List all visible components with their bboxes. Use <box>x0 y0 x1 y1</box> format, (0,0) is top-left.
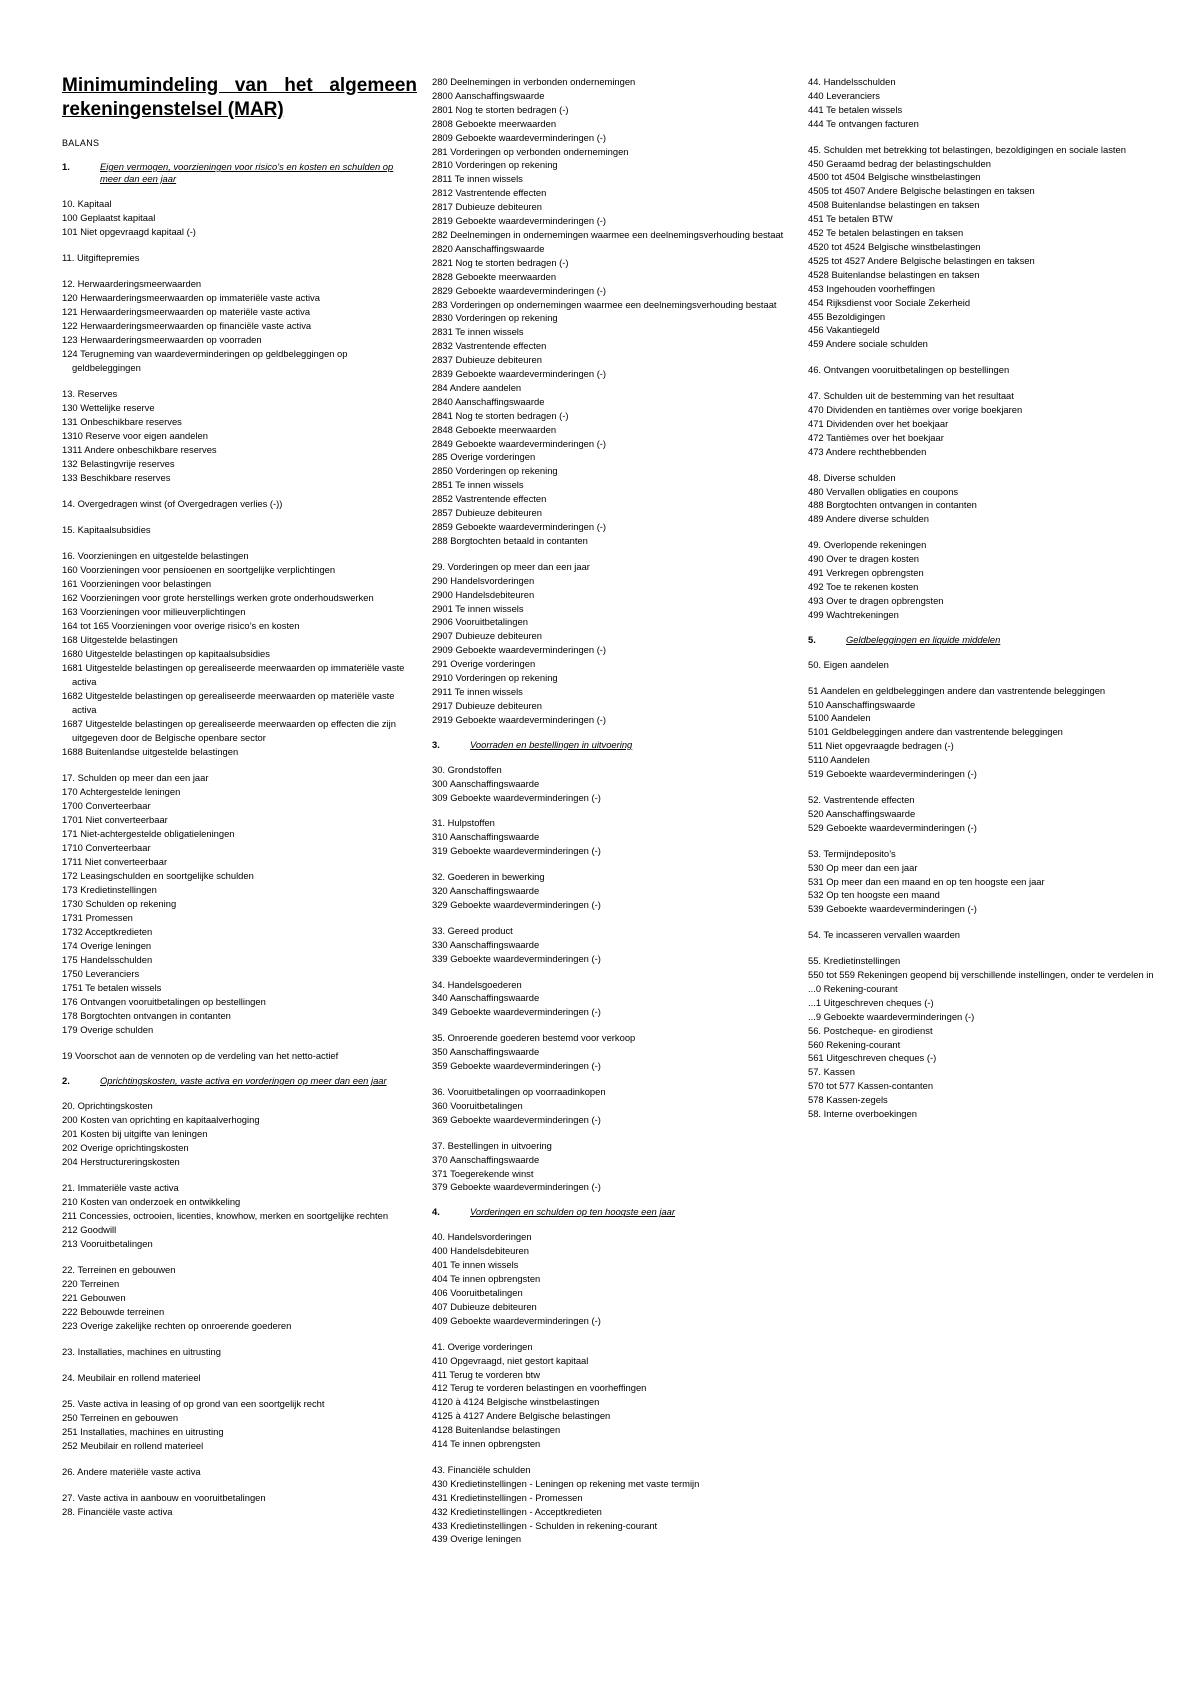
account-line: 173 Kredietinstellingen <box>62 884 157 895</box>
account-line: 404 Te innen opbrengsten <box>432 1273 541 1285</box>
account-line: 57. Kassen <box>808 1066 855 1078</box>
account-line: 222 Bebouwde terreinen <box>62 1306 165 1317</box>
account-group-heading: 22. Terreinen en gebouwen <box>62 1264 176 1275</box>
account-group-heading: 10. Kapitaal <box>62 198 112 209</box>
account-line: 163 Voorzieningen voor milieuverplichtingen <box>62 606 246 617</box>
account-group-heading: 23. Installaties, machines en uitrusting <box>62 1346 221 1357</box>
account-line: 578 Kassen-zegels <box>808 1094 888 1106</box>
account-group-heading: 21. Immateriële vaste activa <box>62 1182 179 1193</box>
account-group-heading: 20. Oprichtingskosten <box>62 1100 153 1111</box>
account-line: 330 Aanschaffingswaarde <box>432 938 540 950</box>
account-line: 164 tot 165 Voorzieningen voor overige risico’s en kosten <box>62 620 300 631</box>
account-line: 490 Over te dragen kosten <box>808 553 920 565</box>
section-number: 1. <box>62 161 70 172</box>
account-group <box>432 1230 812 1327</box>
account-line: 2850 Vorderingen op rekening <box>432 465 558 477</box>
account-line: 170 Achtergestelde leningen <box>62 786 181 797</box>
account-group <box>432 1463 812 1546</box>
account-line: 171 Niet-achtergestelde obligatieleningen <box>62 828 235 839</box>
account-group-heading: 31. Hulpstoffen <box>432 817 495 829</box>
column-1 <box>62 74 417 1531</box>
account-line: 444 Te ontvangen facturen <box>808 117 919 129</box>
account-line: 561 Uitgeschreven cheques (-) <box>808 1052 937 1064</box>
account-group-heading: 37. Bestellingen in uitvoering <box>432 1139 552 1151</box>
account-line: ...9 Geboekte waardeverminderingen (-) <box>808 1010 975 1022</box>
account-line: 2841 Nog te storten bedragen (-) <box>432 409 569 421</box>
account-line: 5110 Aandelen <box>808 754 870 766</box>
account-line: 2831 Te innen wissels <box>432 326 524 338</box>
account-line: 450 Geraamd bedrag der belastingschulden <box>808 157 991 169</box>
account-line: 430 Kredietinstellingen - Leningen op rekening met vaste termijn <box>432 1477 700 1489</box>
account-line: 4128 Buitenlandse belastingen <box>432 1424 561 1436</box>
account-group-heading: 34. Handelsgoederen <box>432 978 522 990</box>
account-group <box>808 658 1193 672</box>
account-line: 309 Geboekte waardeverminderingen (-) <box>432 791 601 803</box>
account-line: 411 Terug te vorderen btw <box>432 1368 541 1380</box>
account-line: 2911 Te innen wissels <box>432 685 523 697</box>
account-group <box>62 1465 417 1479</box>
account-group-heading: 48. Diverse schulden <box>808 471 896 483</box>
account-line: 499 Wachtrekeningen <box>808 608 899 620</box>
page-title: Minimumindeling van het algemeen rekeningenstelsel (MAR) <box>62 75 417 120</box>
account-line: 2900 Handelsdebiteuren <box>432 588 535 600</box>
account-line: 510 Aanschaffingswaarde <box>808 698 916 710</box>
account-group <box>62 771 417 1037</box>
account-line: 454 Rijksdienst voor Sociale Zekerheid <box>808 296 971 308</box>
account-line: 120 Herwaarderingsmeerwaarden op immateriële vaste activa <box>62 292 320 303</box>
account-line: 1680 Uitgestelde belastingen op kapitaalsubsidies <box>62 648 270 659</box>
account-line: 414 Te innen opbrengsten <box>432 1438 541 1450</box>
account-line: ...0 Rekening-courant <box>808 982 898 994</box>
account-line: 570 tot 577 Kassen-contanten <box>808 1080 934 1092</box>
account-line: 252 Meubilair en rollend materieel <box>62 1440 204 1451</box>
account-group-heading: 55. Kredietinstellingen <box>808 955 901 967</box>
account-line: 28. Financiële vaste activa <box>62 1506 173 1517</box>
account-line: 288 Borgtochten betaald in contanten <box>432 534 588 546</box>
account-group <box>62 1181 417 1251</box>
account-group <box>432 816 812 858</box>
account-line: 124 Terugneming van waardeverminderingen op geldbeleggingen op geldbeleggingen <box>62 348 348 373</box>
account-group <box>62 1397 417 1453</box>
account-line: 2800 Aanschaffingswaarde <box>432 89 545 101</box>
account-line: 452 Te betalen belastingen en taksen <box>808 227 964 239</box>
account-line: 4120 à 4124 Belgische winstbelastingen <box>432 1396 600 1408</box>
account-line: 131 Onbeschikbare reserves <box>62 416 182 427</box>
account-line: 2809 Geboekte waardeverminderingen (-) <box>432 131 607 143</box>
account-line: 283 Vorderingen op ondernemingen waarmee een deelnemingsverhouding bestaat <box>432 298 777 310</box>
account-line: 2808 Geboekte meerwaarden <box>432 117 557 129</box>
account-line: 409 Geboekte waardeverminderingen (-) <box>432 1314 601 1326</box>
account-line: 2832 Vastrentende effecten <box>432 340 547 352</box>
account-group-heading: 17. Schulden op meer dan een jaar <box>62 772 209 783</box>
account-group-heading: 45. Schulden met betrekking tot belastingen, bezoldigingen en sociale lasten <box>808 143 1126 155</box>
account-group <box>432 870 812 912</box>
account-group <box>62 1049 417 1063</box>
account-line: 1311 Andere onbeschikbare reserves <box>62 444 217 455</box>
account-line: 56. Postcheque- en girodienst <box>808 1024 933 1036</box>
account-line: 172 Leasingschulden en soortgelijke schulden <box>62 870 254 881</box>
account-line: 2829 Geboekte waardeverminderingen (-) <box>432 284 607 296</box>
account-line: 491 Verkregen opbrengsten <box>808 567 924 579</box>
account-group-heading: 46. Ontvangen vooruitbetalingen op bestellingen <box>808 364 1010 376</box>
account-line: 550 tot 559 Rekeningen geopend bij verschillende instellingen, onder te verdelen in <box>808 969 1154 981</box>
account-group <box>432 75 812 548</box>
account-group <box>62 1099 417 1169</box>
account-group <box>432 763 812 805</box>
section-heading <box>62 161 417 185</box>
account-line: 251 Installaties, machines en uitrusting <box>62 1426 224 1437</box>
account-line: 1732 Acceptkredieten <box>62 926 153 937</box>
account-group-heading: 19 Voorschot aan de vennoten op de verdeling van het netto-actief <box>62 1050 339 1061</box>
account-line: 529 Geboekte waardeverminderingen (-) <box>808 821 977 833</box>
account-group <box>62 387 417 485</box>
account-line: 2812 Vastrentende effecten <box>432 187 547 199</box>
account-line: 410 Opgevraagd, niet gestort kapitaal <box>432 1354 589 1366</box>
account-line: 1710 Converteerbaar <box>62 842 151 853</box>
account-group <box>62 277 417 375</box>
account-line: 2859 Geboekte waardeverminderingen (-) <box>432 521 607 532</box>
account-line: 2839 Geboekte waardeverminderingen (-) <box>432 368 607 380</box>
account-group <box>808 389 1193 459</box>
account-group <box>432 560 812 727</box>
account-line: 2830 Vorderingen op rekening <box>432 312 558 324</box>
account-line: 1310 Reserve voor eigen aandelen <box>62 430 208 441</box>
account-group-heading: 15. Kapitaalsubsidies <box>62 524 151 535</box>
account-group-heading: 12. Herwaarderingsmeerwaarden <box>62 278 202 289</box>
account-group <box>62 497 417 511</box>
account-group <box>432 1085 812 1127</box>
account-line: 379 Geboekte waardeverminderingen (-) <box>432 1181 601 1193</box>
account-line: 480 Vervallen obligaties en coupons <box>808 485 959 497</box>
account-line: 433 Kredietinstellingen - Schulden in rekening-courant <box>432 1519 658 1531</box>
account-group-heading: 52. Vastrentende effecten <box>808 793 915 805</box>
account-line: 204 Herstructureringskosten <box>62 1156 180 1167</box>
account-group-heading: 47. Schulden uit de bestemming van het resultaat <box>808 390 1014 402</box>
account-group-heading: 27. Vaste activa in aanbouw en vooruitbetalingen <box>62 1492 266 1503</box>
section-label-balans: BALANS <box>62 138 100 148</box>
account-line: 319 Geboekte waardeverminderingen (-) <box>432 845 601 857</box>
account-line: ...1 Uitgeschreven cheques (-) <box>808 996 934 1008</box>
account-group-heading: 29. Vorderingen op meer dan een jaar <box>432 560 590 572</box>
account-group <box>62 251 417 265</box>
account-line: 168 Uitgestelde belastingen <box>62 634 178 645</box>
account-line: 439 Overige leningen <box>432 1533 522 1545</box>
account-group-heading: 44. Handelsschulden <box>808 76 896 87</box>
account-group-heading: 26. Andere materiële vaste activa <box>62 1466 201 1477</box>
account-line: 4505 tot 4507 Andere Belgische belastingen en taksen <box>808 185 1035 197</box>
account-line: 122 Herwaarderingsmeerwaarden op financiële vaste activa <box>62 320 312 331</box>
account-line: 201 Kosten bij uitgifte van leningen <box>62 1128 208 1139</box>
account-group-heading: 16. Voorzieningen en uitgestelde belastingen <box>62 550 249 561</box>
section-heading <box>62 1075 417 1087</box>
account-line: 370 Aanschaffingswaarde <box>432 1153 540 1165</box>
account-group <box>808 538 1193 621</box>
account-group-heading: 50. Eigen aandelen <box>808 658 889 670</box>
account-line: 360 Vooruitbetalingen <box>432 1099 523 1111</box>
account-line: 1681 Uitgestelde belastingen op gerealiseerde meerwaarden op immateriële vaste activa <box>62 662 405 687</box>
account-line: 1687 Uitgestelde belastingen op gerealiseerde meerwaarden op effecten die zijn uitgegeven door de Belgische openbare sector <box>62 718 396 743</box>
account-group-heading: 33. Gereed product <box>432 924 513 936</box>
account-line: 455 Bezoldigingen <box>808 310 886 322</box>
account-line: 174 Overige leningen <box>62 940 152 951</box>
account-line: 2801 Nog te storten bedragen (-) <box>432 103 569 115</box>
account-line: 4520 tot 4524 Belgische winstbelastingen <box>808 240 981 252</box>
account-line: 531 Op meer dan een maand en op ten hoogste een jaar <box>808 875 1045 887</box>
section-title: Geldbeleggingen en liquide middelen <box>846 633 1001 645</box>
account-group <box>808 793 1193 835</box>
account-group-heading: 53. Termijndeposito’s <box>808 847 896 859</box>
account-group <box>62 549 417 759</box>
column-2 <box>432 75 812 1558</box>
account-group <box>62 1345 417 1359</box>
account-line: 223 Overige zakelijke rechten op onroerende goederen <box>62 1320 292 1331</box>
account-line: 473 Andere rechthebbenden <box>808 445 927 457</box>
account-group <box>432 1139 812 1195</box>
account-group-heading: 11. Uitgiftepremies <box>62 252 140 263</box>
account-line: 412 Terug te vorderen belastingen en voorheffingen <box>432 1382 647 1394</box>
account-line: 340 Aanschaffingswaarde <box>432 992 540 1004</box>
account-line: 2811 Te innen wissels <box>432 173 523 185</box>
account-group <box>808 143 1193 352</box>
account-line: 2837 Dubieuze debiteuren <box>432 354 542 366</box>
account-line: 350 Aanschaffingswaarde <box>432 1046 540 1058</box>
account-line: 2857 Dubieuze debiteuren <box>432 507 542 519</box>
account-group-heading: 25. Vaste activa in leasing of op grond van een soortgelijk recht <box>62 1398 325 1409</box>
account-group-heading: 24. Meubilair en rollend materieel <box>62 1372 201 1383</box>
account-line: 406 Vooruitbetalingen <box>432 1286 523 1298</box>
account-group <box>808 954 1193 1121</box>
account-group-heading: 35. Onroerende goederen bestemd voor verkoop <box>432 1032 636 1044</box>
section-number: 4. <box>432 1206 440 1218</box>
account-group <box>432 1340 812 1451</box>
account-line: 1688 Buitenlandse uitgestelde belastingen <box>62 746 239 757</box>
account-line: 282 Deelnemingen in ondernemingen waarmee een deelnemingsverhouding bestaat <box>432 228 784 240</box>
account-line: 4525 tot 4527 Andere Belgische belastingen en taksen <box>808 254 1035 266</box>
account-line: 281 Vorderingen op verbonden ondernemingen <box>432 145 629 157</box>
account-line: 200 Kosten van oprichting en kapitaalverhoging <box>62 1114 260 1125</box>
account-line: 459 Andere sociale schulden <box>808 338 928 350</box>
account-group-heading: 36. Vooruitbetalingen op voorraadinkopen <box>432 1086 606 1097</box>
account-line: 532 Op ten hoogste een maand <box>808 889 940 901</box>
account-line: 176 Ontvangen vooruitbetalingen op bestellingen <box>62 996 266 1007</box>
account-line: 178 Borgtochten ontvangen in contanten <box>62 1010 231 1021</box>
account-line: 300 Aanschaffingswaarde <box>432 777 540 789</box>
account-line: 133 Beschikbare reserves <box>62 472 171 483</box>
account-line: 2828 Geboekte meerwaarden <box>432 270 557 282</box>
account-line: 456 Vakantiegeld <box>808 324 880 336</box>
section-number: 3. <box>432 738 440 750</box>
account-line: 432 Kredietinstellingen - Acceptkredieten <box>432 1505 602 1517</box>
account-line: 1700 Converteerbaar <box>62 800 151 811</box>
account-group <box>808 75 1193 131</box>
section-title: Oprichtingskosten, vaste activa en vorderingen op meer dan een jaar <box>100 1075 387 1086</box>
account-group <box>808 928 1193 942</box>
account-line: 202 Overige oprichtingskosten <box>62 1142 189 1153</box>
account-line: 123 Herwaarderingsmeerwaarden op voorraden <box>62 334 262 345</box>
account-line: 431 Kredietinstellingen - Promessen <box>432 1491 583 1503</box>
account-line: 162 Voorzieningen voor grote herstellings werken grote onderhoudswerken <box>62 592 374 603</box>
account-line: 2848 Geboekte meerwaarden <box>432 423 557 435</box>
account-line: 1682 Uitgestelde belastingen op gerealiseerde meerwaarden op materiële vaste activa <box>62 690 395 715</box>
section-heading <box>432 1206 812 1218</box>
section-number: 2. <box>62 1075 70 1086</box>
account-line: 2821 Nog te storten bedragen (-) <box>432 256 569 268</box>
section-heading <box>432 739 812 751</box>
account-line: 291 Overige vorderingen <box>432 658 536 670</box>
section-title: Voorraden en bestellingen in uitvoering <box>470 738 633 750</box>
account-line: 493 Over te dragen opbrengsten <box>808 594 944 606</box>
account-line: 212 Goodwill <box>62 1224 117 1235</box>
account-line: 2820 Aanschaffingswaarde <box>432 242 545 254</box>
account-line: 401 Te innen wissels <box>432 1259 519 1271</box>
account-line: 440 Leveranciers <box>808 89 880 101</box>
account-line: 492 Toe te rekenen kosten <box>808 581 919 592</box>
account-line: 441 Te betalen wissels <box>808 103 903 115</box>
account-line: 1701 Niet converteerbaar <box>62 814 168 825</box>
account-line: 488 Borgtochten ontvangen in contanten <box>808 499 977 511</box>
account-line: 453 Ingehouden voorheffingen <box>808 282 936 294</box>
account-line: 5101 Geldbeleggingen andere dan vastrentende beleggingen <box>808 726 1063 738</box>
account-line: 179 Overige schulden <box>62 1024 154 1035</box>
account-line: 4500 tot 4504 Belgische winstbelastingen <box>808 171 981 183</box>
account-group-heading: 40. Handelsvorderingen <box>432 1231 532 1243</box>
account-line: 339 Geboekte waardeverminderingen (-) <box>432 952 601 964</box>
account-line: 121 Herwaarderingsmeerwaarden op materiële vaste activa <box>62 306 311 317</box>
account-line: 2906 Vooruitbetalingen <box>432 616 528 628</box>
account-line: 285 Overige vorderingen <box>432 451 536 463</box>
account-group <box>62 1371 417 1385</box>
account-line: 175 Handelsschulden <box>62 954 153 965</box>
account-group-heading: 13. Reserves <box>62 388 118 399</box>
account-line: 2907 Dubieuze debiteuren <box>432 630 542 642</box>
account-group-heading: 41. Overige vorderingen <box>432 1340 533 1352</box>
account-group <box>62 1491 417 1519</box>
account-line: 2919 Geboekte waardeverminderingen (-) <box>432 713 607 725</box>
account-line: 530 Op meer dan een jaar <box>808 861 918 873</box>
account-group <box>62 1263 417 1333</box>
account-line: 371 Toegerekende winst <box>432 1167 534 1179</box>
account-group-heading: 14. Overgedragen winst (of Overgedragen verlies (-)) <box>62 498 283 509</box>
account-group-heading: 30. Grondstoffen <box>432 763 502 775</box>
account-line: 451 Te betalen BTW <box>808 213 893 225</box>
account-line: 160 Voorzieningen voor pensioenen en soortgelijke verplichtingen <box>62 564 336 575</box>
column-3 <box>808 75 1193 1133</box>
account-line: 407 Dubieuze debiteuren <box>432 1300 537 1312</box>
account-group <box>62 523 417 537</box>
account-group-heading: 43. Financiële schulden <box>432 1463 531 1475</box>
account-group-heading: 49. Overlopende rekeningen <box>808 539 927 551</box>
account-line: 2819 Geboekte waardeverminderingen (-) <box>432 215 607 227</box>
account-line: 359 Geboekte waardeverminderingen (-) <box>432 1060 601 1072</box>
account-line: 58. Interne overboekingen <box>808 1108 917 1120</box>
account-line: 1751 Te betalen wissels <box>62 982 162 993</box>
account-line: 310 Aanschaffingswaarde <box>432 831 540 843</box>
account-line: 2852 Vastrentende effecten <box>432 493 547 505</box>
account-line: 489 Andere diverse schulden <box>808 513 929 525</box>
account-line: 250 Terreinen en gebouwen <box>62 1412 179 1423</box>
account-line: 519 Geboekte waardeverminderingen (-) <box>808 768 977 780</box>
account-group <box>432 1031 812 1073</box>
account-line: 471 Dividenden over het boekjaar <box>808 417 949 429</box>
account-line: 4508 Buitenlandse belastingen en taksen <box>808 199 980 211</box>
account-line: 520 Aanschaffingswaarde <box>808 807 916 819</box>
account-line: 2909 Geboekte waardeverminderingen (-) <box>432 644 607 656</box>
account-group-heading: 54. Te incasseren vervallen waarden <box>808 929 960 941</box>
account-group <box>432 924 812 966</box>
account-line: 320 Aanschaffingswaarde <box>432 885 540 897</box>
account-line: 4528 Buitenlandse belastingen en taksen <box>808 268 980 280</box>
account-line: 220 Terreinen <box>62 1278 120 1289</box>
section-title: Eigen vermogen, voorzieningen voor risico’s en kosten en schulden op meer dan een jaar <box>100 161 394 184</box>
account-line: 4125 à 4127 Andere Belgische belastingen <box>432 1410 611 1422</box>
account-line: 2917 Dubieuze debiteuren <box>432 699 542 711</box>
account-line: 130 Wettelijke reserve <box>62 402 155 413</box>
account-line: 400 Handelsdebiteuren <box>432 1245 529 1257</box>
account-line: 2910 Vorderingen op rekening <box>432 672 558 684</box>
account-line: 1730 Schulden op rekening <box>62 898 177 909</box>
account-line: 1731 Promessen <box>62 912 133 923</box>
account-line: 472 Tantièmes over het boekjaar <box>808 431 944 443</box>
account-line: 100 Geplaatst kapitaal <box>62 212 156 223</box>
account-group <box>808 847 1193 917</box>
account-line: 5100 Aandelen <box>808 712 871 724</box>
account-line: 290 Handelsvorderingen <box>432 574 535 586</box>
account-line: 511 Niet opgevraagde bedragen (-) <box>808 740 954 752</box>
account-line: 329 Geboekte waardeverminderingen (-) <box>432 898 601 910</box>
account-group <box>808 471 1193 527</box>
account-line: 560 Rekening-courant <box>808 1038 901 1050</box>
account-line: 2817 Dubieuze debiteuren <box>432 201 542 213</box>
account-line: 470 Dividenden en tantièmes over vorige boekjaren <box>808 404 1023 416</box>
section-number: 5. <box>808 633 816 645</box>
account-group-heading: 51 Aandelen en geldbeleggingen andere dan vastrentende beleggingen <box>808 684 1106 696</box>
account-group <box>808 684 1193 781</box>
account-line: 1750 Leveranciers <box>62 968 140 979</box>
account-line: 161 Voorzieningen voor belastingen <box>62 578 212 589</box>
account-line: 369 Geboekte waardeverminderingen (-) <box>432 1113 601 1125</box>
account-line: 2810 Vorderingen op rekening <box>432 159 558 171</box>
account-line: 349 Geboekte waardeverminderingen (-) <box>432 1006 601 1018</box>
account-group <box>808 363 1193 377</box>
account-group <box>432 978 812 1020</box>
account-line: 213 Vooruitbetalingen <box>62 1238 153 1249</box>
account-group-heading: 280 Deelnemingen in verbonden ondernemingen <box>432 76 636 87</box>
account-line: 210 Kosten van onderzoek en ontwikkeling <box>62 1196 241 1207</box>
account-line: 2840 Aanschaffingswaarde <box>432 395 545 407</box>
account-group <box>62 197 417 239</box>
account-line: 2851 Te innen wissels <box>432 479 524 491</box>
account-line: 101 Niet opgevraagd kapitaal (-) <box>62 226 196 237</box>
account-line: 2901 Te innen wissels <box>432 602 524 614</box>
section-title: Vorderingen en schulden op ten hoogste een jaar <box>470 1206 676 1218</box>
account-line: 221 Gebouwen <box>62 1292 126 1303</box>
account-line: 211 Concessies, octrooien, licenties, knowhow, merken en soortgelijke rechten <box>62 1210 389 1221</box>
account-line: 539 Geboekte waardeverminderingen (-) <box>808 903 977 915</box>
account-group-heading: 32. Goederen in bewerking <box>432 871 545 883</box>
account-line: 284 Andere aandelen <box>432 381 522 393</box>
account-line: 2849 Geboekte waardeverminderingen (-) <box>432 437 607 449</box>
section-heading <box>808 634 1193 646</box>
account-line: 1711 Niet converteerbaar <box>62 856 168 867</box>
account-line: 132 Belastingvrije reserves <box>62 458 175 469</box>
